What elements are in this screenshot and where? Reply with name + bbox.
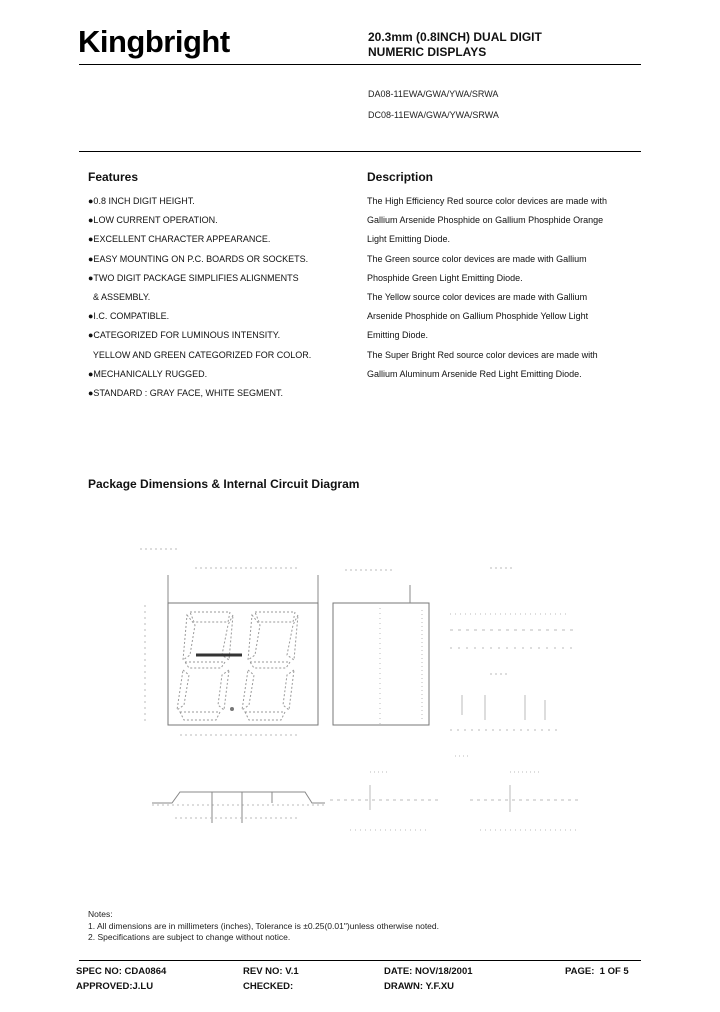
note-item: 2. Specifications are subject to change without notice. [88, 932, 291, 942]
feature-item: & ASSEMBLY. [88, 292, 151, 303]
description-line: The Yellow source color devices are made with Gallium [367, 292, 588, 303]
feature-item: ●0.8 INCH DIGIT HEIGHT. [88, 196, 195, 206]
description-line: The Green source color devices are made with Gallium [367, 253, 587, 264]
feature-item: ●MECHANICALLY RUGGED. [88, 368, 208, 379]
description-heading: Description [367, 170, 434, 184]
checked-by: CHECKED: [243, 981, 294, 992]
feature-item: ●TWO DIGIT PACKAGE SIMPLIFIES ALIGNMENTS [88, 272, 299, 283]
description-line: The Super Bright Red source color devices are made with [367, 349, 598, 360]
front-view [140, 549, 429, 735]
description-line: Emitting Diode. [367, 330, 429, 341]
features-heading: Features [88, 170, 139, 184]
internal-circuit-diagram [330, 568, 580, 830]
kingbright-logo: Kingbright [78, 24, 230, 59]
page-number: PAGE: 1 OF 5 [565, 966, 629, 977]
feature-item: ●CATEGORIZED FOR LUMINOUS INTENSITY. [88, 330, 281, 341]
revision-number: REV NO: V.1 [243, 966, 299, 977]
title-line-1: 20.3mm (0.8INCH) DUAL DIGIT [368, 30, 542, 44]
description-line: Phosphide Green Light Emitting Diode. [367, 272, 523, 283]
package-heading: Package Dimensions & Internal Circuit Diagram [88, 477, 360, 491]
title-line-2: NUMERIC DISPLAYS [368, 45, 487, 59]
bottom-profile-view [152, 792, 325, 823]
footer-divider [79, 960, 641, 961]
notes-block [88, 909, 439, 944]
drawn-by: DRAWN: Y.F.XU [384, 981, 455, 992]
description-line: The High Efficiency Red source color devices are made with [367, 196, 607, 206]
feature-item: ●EXCELLENT CHARACTER APPEARANCE. [88, 234, 271, 245]
note-item: 1. All dimensions are in millimeters (inches), Tolerance is ±0.25(0.01")unless otherwise noted. [88, 920, 439, 931]
notes-heading: Notes: [88, 909, 113, 919]
feature-item: ●EASY MOUNTING ON P.C. BOARDS OR SOCKETS. [88, 253, 309, 264]
part-number-dc: DC08-11EWA/GWA/YWA/SRWA [368, 110, 499, 120]
feature-item: ●STANDARD : GRAY FACE, WHITE SEGMENT. [88, 388, 283, 399]
spec-number: SPEC NO: CDA0864 [76, 966, 167, 977]
approved-by: APPROVED:J.LU [76, 981, 154, 992]
feature-item: ●I.C. COMPATIBLE. [88, 311, 170, 322]
feature-item: ●LOW CURRENT OPERATION. [88, 215, 218, 226]
description-line: Light Emitting Diode. [367, 234, 451, 245]
document-date: DATE: NOV/18/2001 [384, 966, 473, 977]
description-line: Gallium Aluminum Arsenide Red Light Emitting Diode. [367, 368, 582, 379]
part-number-da: DA08-11EWA/GWA/YWA/SRWA [368, 89, 499, 99]
description-line: Arsenide Phosphide on Gallium Phosphide Yellow Light [367, 311, 589, 322]
description-line: Gallium Arsenide Phosphide on Gallium Phosphide Orange [367, 215, 604, 226]
feature-item: YELLOW AND GREEN CATEGORIZED FOR COLOR. [88, 349, 312, 360]
